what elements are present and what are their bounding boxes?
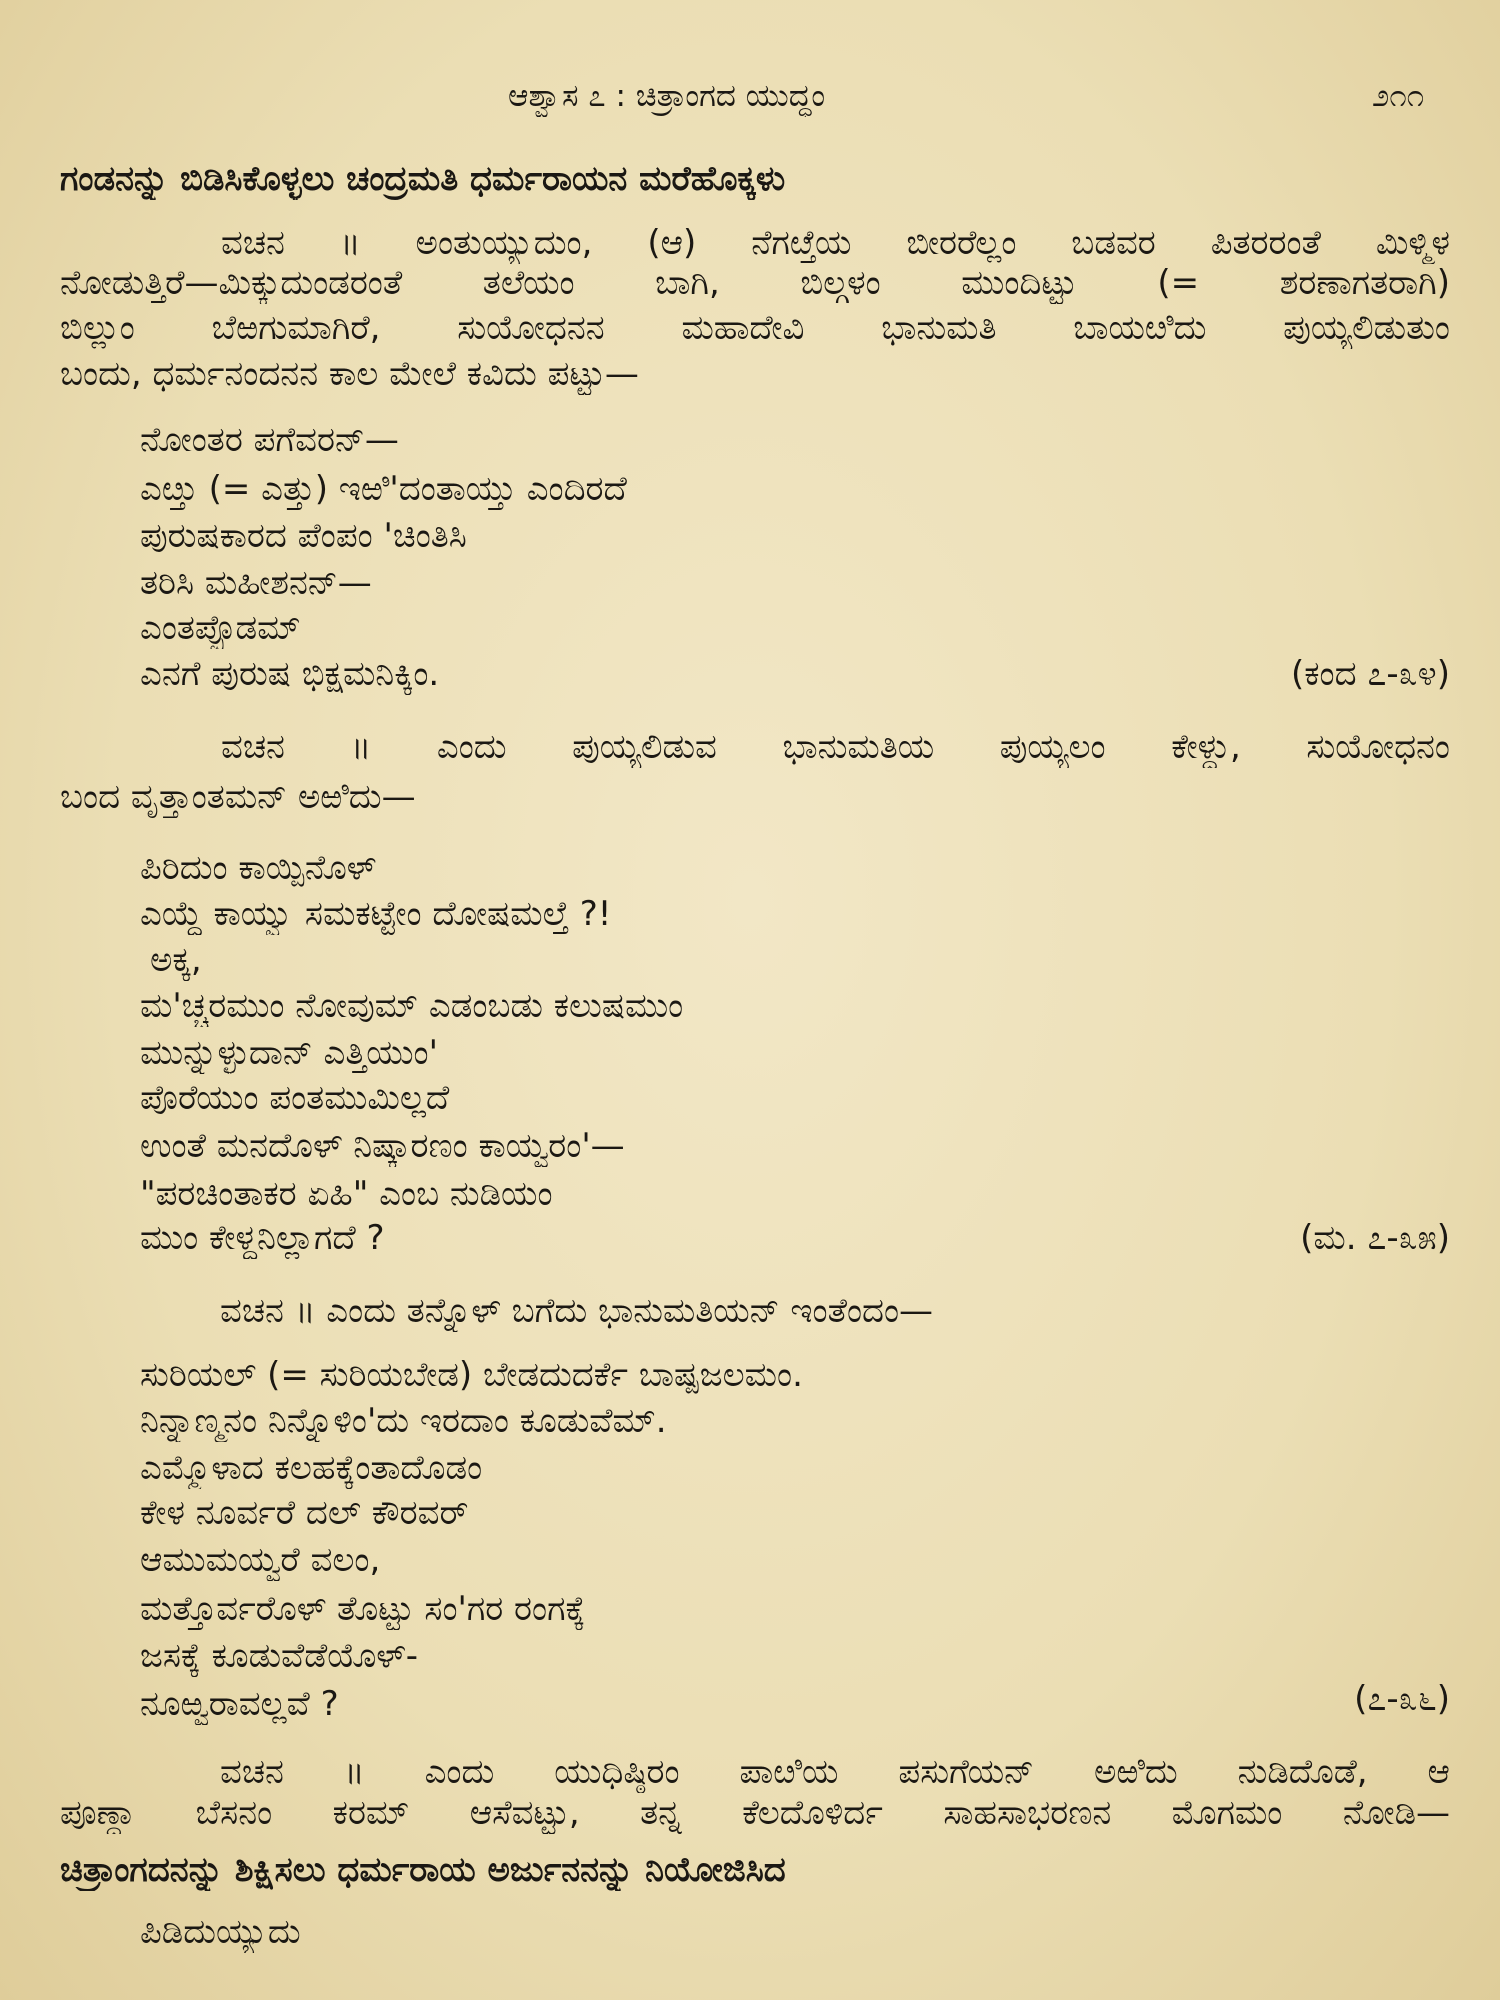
verse-line: ಕೇಳ ನೂರ್ವರೆ ದಲ್ ಕೌರವರ್ [140,1493,469,1533]
running-head: ಆಶ್ವಾಸ ೭ : ಚಿತ್ರಾಂಗದ ಯುದ್ಧಂ [508,78,826,114]
section-heading: ಚಿತ್ರಾಂಗದನನ್ನು ಶಿಕ್ಷಿಸಲು ಧರ್ಮರಾಯ ಅರ್ಜುನನನ್ನು ನಿಯೋಜಿಸಿದ [60,1850,786,1890]
verse-line: ನೋಂತರ ಪಗೆವರನ್— [140,420,399,460]
verse-line: ಮುಂ ಕೇಳ್ದನಿಲ್ಲಾಗದೆ ? [140,1218,385,1258]
verse-line: ಪಿರಿದುಂ ಕಾಯ್ಪಿನೊಳ್ [140,848,377,888]
verse-line: ಉಂತೆ ಮನದೊಳ್ ನಿಷ್ಕಾರಣಂ ಕಾಯ್ವರಂ'— [140,1126,625,1166]
verse-line: ಎಂತಪ್ಪೊಡಮ್ [140,608,301,648]
verse-line: ಮುನ್ನುಳ್ಳುದಾನ್ ಎತ್ತಿಯುಂ' [140,1033,438,1073]
verse-line: ಎಮ್ಮೊಳಾದ ಕಲಹಕ್ಕೆಂತಾದೊಡಂ [140,1448,483,1488]
verse-line: ಸುರಿಯಲ್ (= ಸುರಿಯಬೇಡ) ಬೇಡದುದರ್ಕೆ ಬಾಷ್ಪಜಲಮಂ. [140,1355,803,1395]
verse-line: ಪಿಡಿದುಯ್ಯುದು [140,1912,301,1952]
verse-line: ಪುರುಷಕಾರದ ಪೆಂಪಂ 'ಚಿಂತಿಸಿ [140,516,467,556]
verse-line: ಜಸಕ್ಕೆ ಕೂಡುವೆಡೆಯೊಳ್- [140,1636,419,1676]
prose-line: ವಚನ ॥ ಎಂದು ತನ್ನೊಳ್ ಬಗೆದು ಭಾನುಮತಿಯನ್ ಇಂತೆಂದಂ— [220,1291,934,1331]
prose-line: ಬಂದ ವೃತ್ತಾಂತಮನ್ ಅಱಿದು— [60,777,416,817]
verse-line: ಮ'ಚ್ಚರಮುಂ ನೋವುಮ್ ಎಡಂಬಡು ಕಲುಷಮುಂ [140,986,684,1026]
verse-line: ಪೊರೆಯುಂ ಪಂತಮುಮಿಲ್ಲದೆ [140,1078,450,1118]
prose-line: ವಚನ ॥ ಅಂತುಯ್ಯುದುಂ, (ಆ) ನೆಗೞ್ತೆಯ ಬೀರರೆಲ್ಲಂ ಬಡವರ ಪಿತರರಂತೆ ಮಿಳ್ಮಿಳ [221,223,1450,263]
prose-line: ಬಂದು, ಧರ್ಮನಂದನನ ಕಾಲ ಮೇಲೆ ಕವಿದು ಪಟ್ಟು— [60,354,639,394]
prose-line: ನೋಡುತ್ತಿರೆ—ಮಿಕ್ಕುದುಂಡರಂತೆ ತಲೆಯಂ ಬಾಗಿ, ಬಿಲ್ಗಳಂ ಮುಂದಿಟ್ಟು (= ಶರಣಾಗತರಾಗಿ) [60,263,1450,303]
verse-line: ತರಿಸಿ ಮಹೀಶನನ್— [140,563,372,603]
verse-reference: (ಮ. ೭-೩೫) [1300,1218,1450,1258]
prose-line: ಬಿಲ್ಲುಂ ಬೆಱಗುಮಾಗಿರೆ, ಸುಯೋಧನನ ಮಹಾದೇವಿ ಭಾನುಮತಿ ಬಾಯೞಿದು ಪುಯ್ಯಲಿಡುತುಂ [60,308,1450,348]
page-number: ೨೧೧ [1372,78,1425,114]
verse-line: ನೂಱ್ವರಾವಲ್ಲವೆ ? [140,1684,339,1724]
section-heading: ಗಂಡನನ್ನು ಬಿಡಿಸಿಕೊಳ್ಳಲು ಚಂದ್ರಮತಿ ಧರ್ಮರಾಯನ ಮರೆಹೊಕ್ಕಳು [60,159,786,199]
verse-line: ಎನಗೆ ಪುರುಷ ಭಿಕ್ಷಮನಿಕ್ಕಿಂ. [140,654,440,694]
verse-line: ನಿನ್ನಾಣ್ಮನಂ ನಿನ್ನೊಳಿಂ'ದು ಇರದಾಂ ಕೂಡುವೆಮ್. [140,1401,667,1441]
prose-line: ಪೂಣ್ದಾ ಬೆಸನಂ ಕರಮ್ ಆಸೆವಟ್ಟು, ತನ್ನ ಕೆಲದೊಳಿರ್ದ ಸಾಹಸಾಭರಣನ ಮೊಗಮಂ ನೋಡಿ— [60,1793,1450,1833]
prose-line: ವಚನ ॥ ಎಂದು ಯುಧಿಷ್ಠಿರಂ ಪಾೞಿಯ ಪಸುಗೆಯನ್ ಅಱಿದು ನುಡಿದೊಡೆ, ಆ [220,1752,1450,1792]
verse-line: ಅಕ್ಕ, [150,940,202,980]
prose-line: ವಚನ ॥ ಎಂದು ಪುಯ್ಯಲಿಡುವ ಭಾನುಮತಿಯ ಪುಯ್ಯಲಂ ಕೇಳ್ದು, ಸುಯೋಧನಂ [221,727,1450,767]
verse-line: ಮತ್ತೊರ್ವರೊಳ್ ತೊಟ್ಟು ಸಂ'ಗರ ರಂಗಕ್ಕೆ [140,1589,586,1629]
verse-line: ಆಮುಮಯ್ವರೆ ವಲಂ, [140,1540,381,1580]
verse-line: "ಪರಚಿಂತಾಕರ ಏಹಿ" ಎಂಬ ನುಡಿಯಂ [140,1174,553,1214]
verse-reference: (೭-೩೬) [1354,1679,1450,1719]
verse-reference: (ಕಂದ ೭-೩೪) [1290,654,1450,694]
verse-line: ಎೞ್ತು (= ಎತ್ತು) ಇಱಿ'ದಂತಾಯ್ತು ಎಂದಿರದೆ [140,469,627,509]
verse-line: ಎಯ್ದೆ ಕಾಯ್ವು ಸಮಕಟ್ಟೇಂ ದೋಷಮಲ್ತೆ ?! [140,894,612,934]
